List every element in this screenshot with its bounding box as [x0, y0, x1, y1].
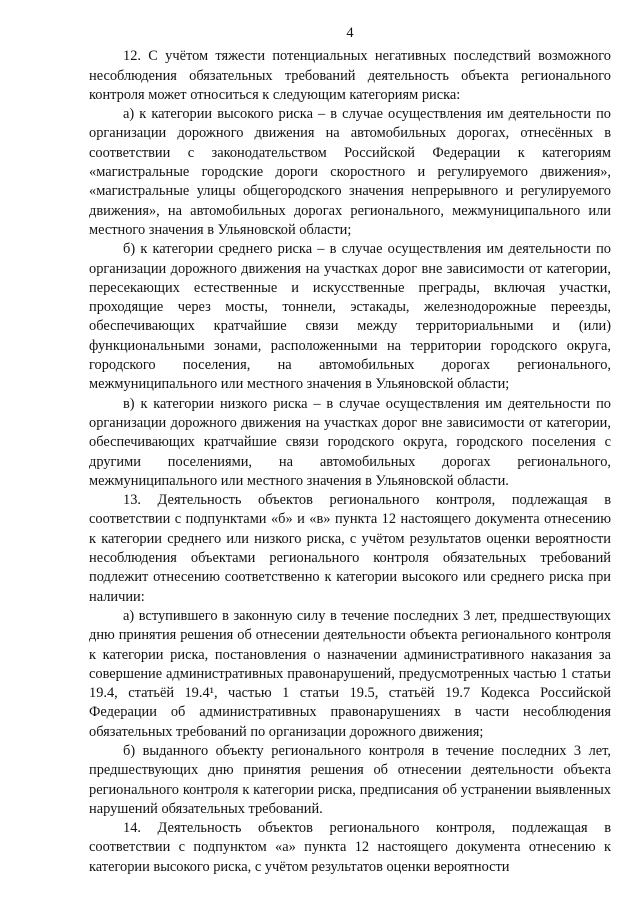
paragraph: б) к категории среднего риска – в случае осуществления им деятельности по организации дорожного движения на участках дорог вне зависимости от категории, пересекающих естественные и искусственные преграды, включая участки, проходящие через мосты, тоннели, эстакады, железнодорожные переезды, обеспечивающих кратчайшие связи между территориальными и (или) функциональными зонами, расположенными на территории городского округа, городского поселения, на автомобильных дорогах регионального, межмуниципального или местного значения в Ульяновской области;: [89, 241, 611, 393]
paragraph: 12. С учётом тяжести потенциальных негативных последствий возможного несоблюдения обязательных требований деятельность объекта регионального контроля может относиться к следующим категориям риска:: [89, 48, 611, 103]
paragraph: а) к категории высокого риска – в случае осуществления им деятельности по организации дорожного движения на автомобильных дорогах, отнесённых в соответствии с законодательством Российской Федерации к категориям «магистральные городские дороги скоростного и регулируемого движения», «магистральные улицы общегородского значения непрерывного и регулируемого движения», на автомобильных дорогах регионального, межмуниципального или местного значения в Ульяновской области;: [89, 106, 611, 238]
paragraph: в) к категории низкого риска – в случае осуществления им деятельности по организации дорожного движения на участках дорог вне зависимости от категории, обеспечивающих кратчайшие связи городского округа, городского поселения с другими поселениями, на автомобильных дорогах регионального, межмуниципального или местного значения в Ульяновской области.: [89, 395, 611, 489]
paragraph: 14. Деятельность объектов регионального контроля, подлежащая в соответствии с подпунктом «а» пункта 12 настоящего документа отнесению к категории высокого риска, с учётом результатов оценки вероятности: [89, 820, 611, 875]
paragraph: б) выданного объекту регионального контроля в течение последних 3 лет, предшествующих дню принятия решения об отнесении деятельности объекта регионального контроля к категории риска, предписания об устранении выявленных нарушений обязательных требований.: [89, 742, 611, 817]
page-number: 4: [346, 25, 354, 41]
paragraph: а) вступившего в законную силу в течение последних 3 лет, предшествующих дню принятия решения об отнесении деятельности объекта регионального контроля к категории риска, постановления о назначении административного наказания за совершение административных правонарушений, предусмотренных частью 1 статьи 19.4, статьёй 19.4¹, частью 1 статьи 19.5, статьёй 19.7 Кодекса Российской Федерации об административных правонарушениях в части несоблюдения обязательных требований по организации дорожного движения;: [89, 607, 611, 740]
paragraph: 13. Деятельность объектов регионального контроля, подлежащая в соответствии с подпунктами «б» и «в» пункта 12 настоящего документа отнесению к категории среднего или низкого риска, с учётом результатов оценки вероятности несоблюдения объектами регионального контроля обязательных требований подлежит отнесению соответственно к категории высокого или среднего риска при наличии:: [89, 492, 611, 605]
